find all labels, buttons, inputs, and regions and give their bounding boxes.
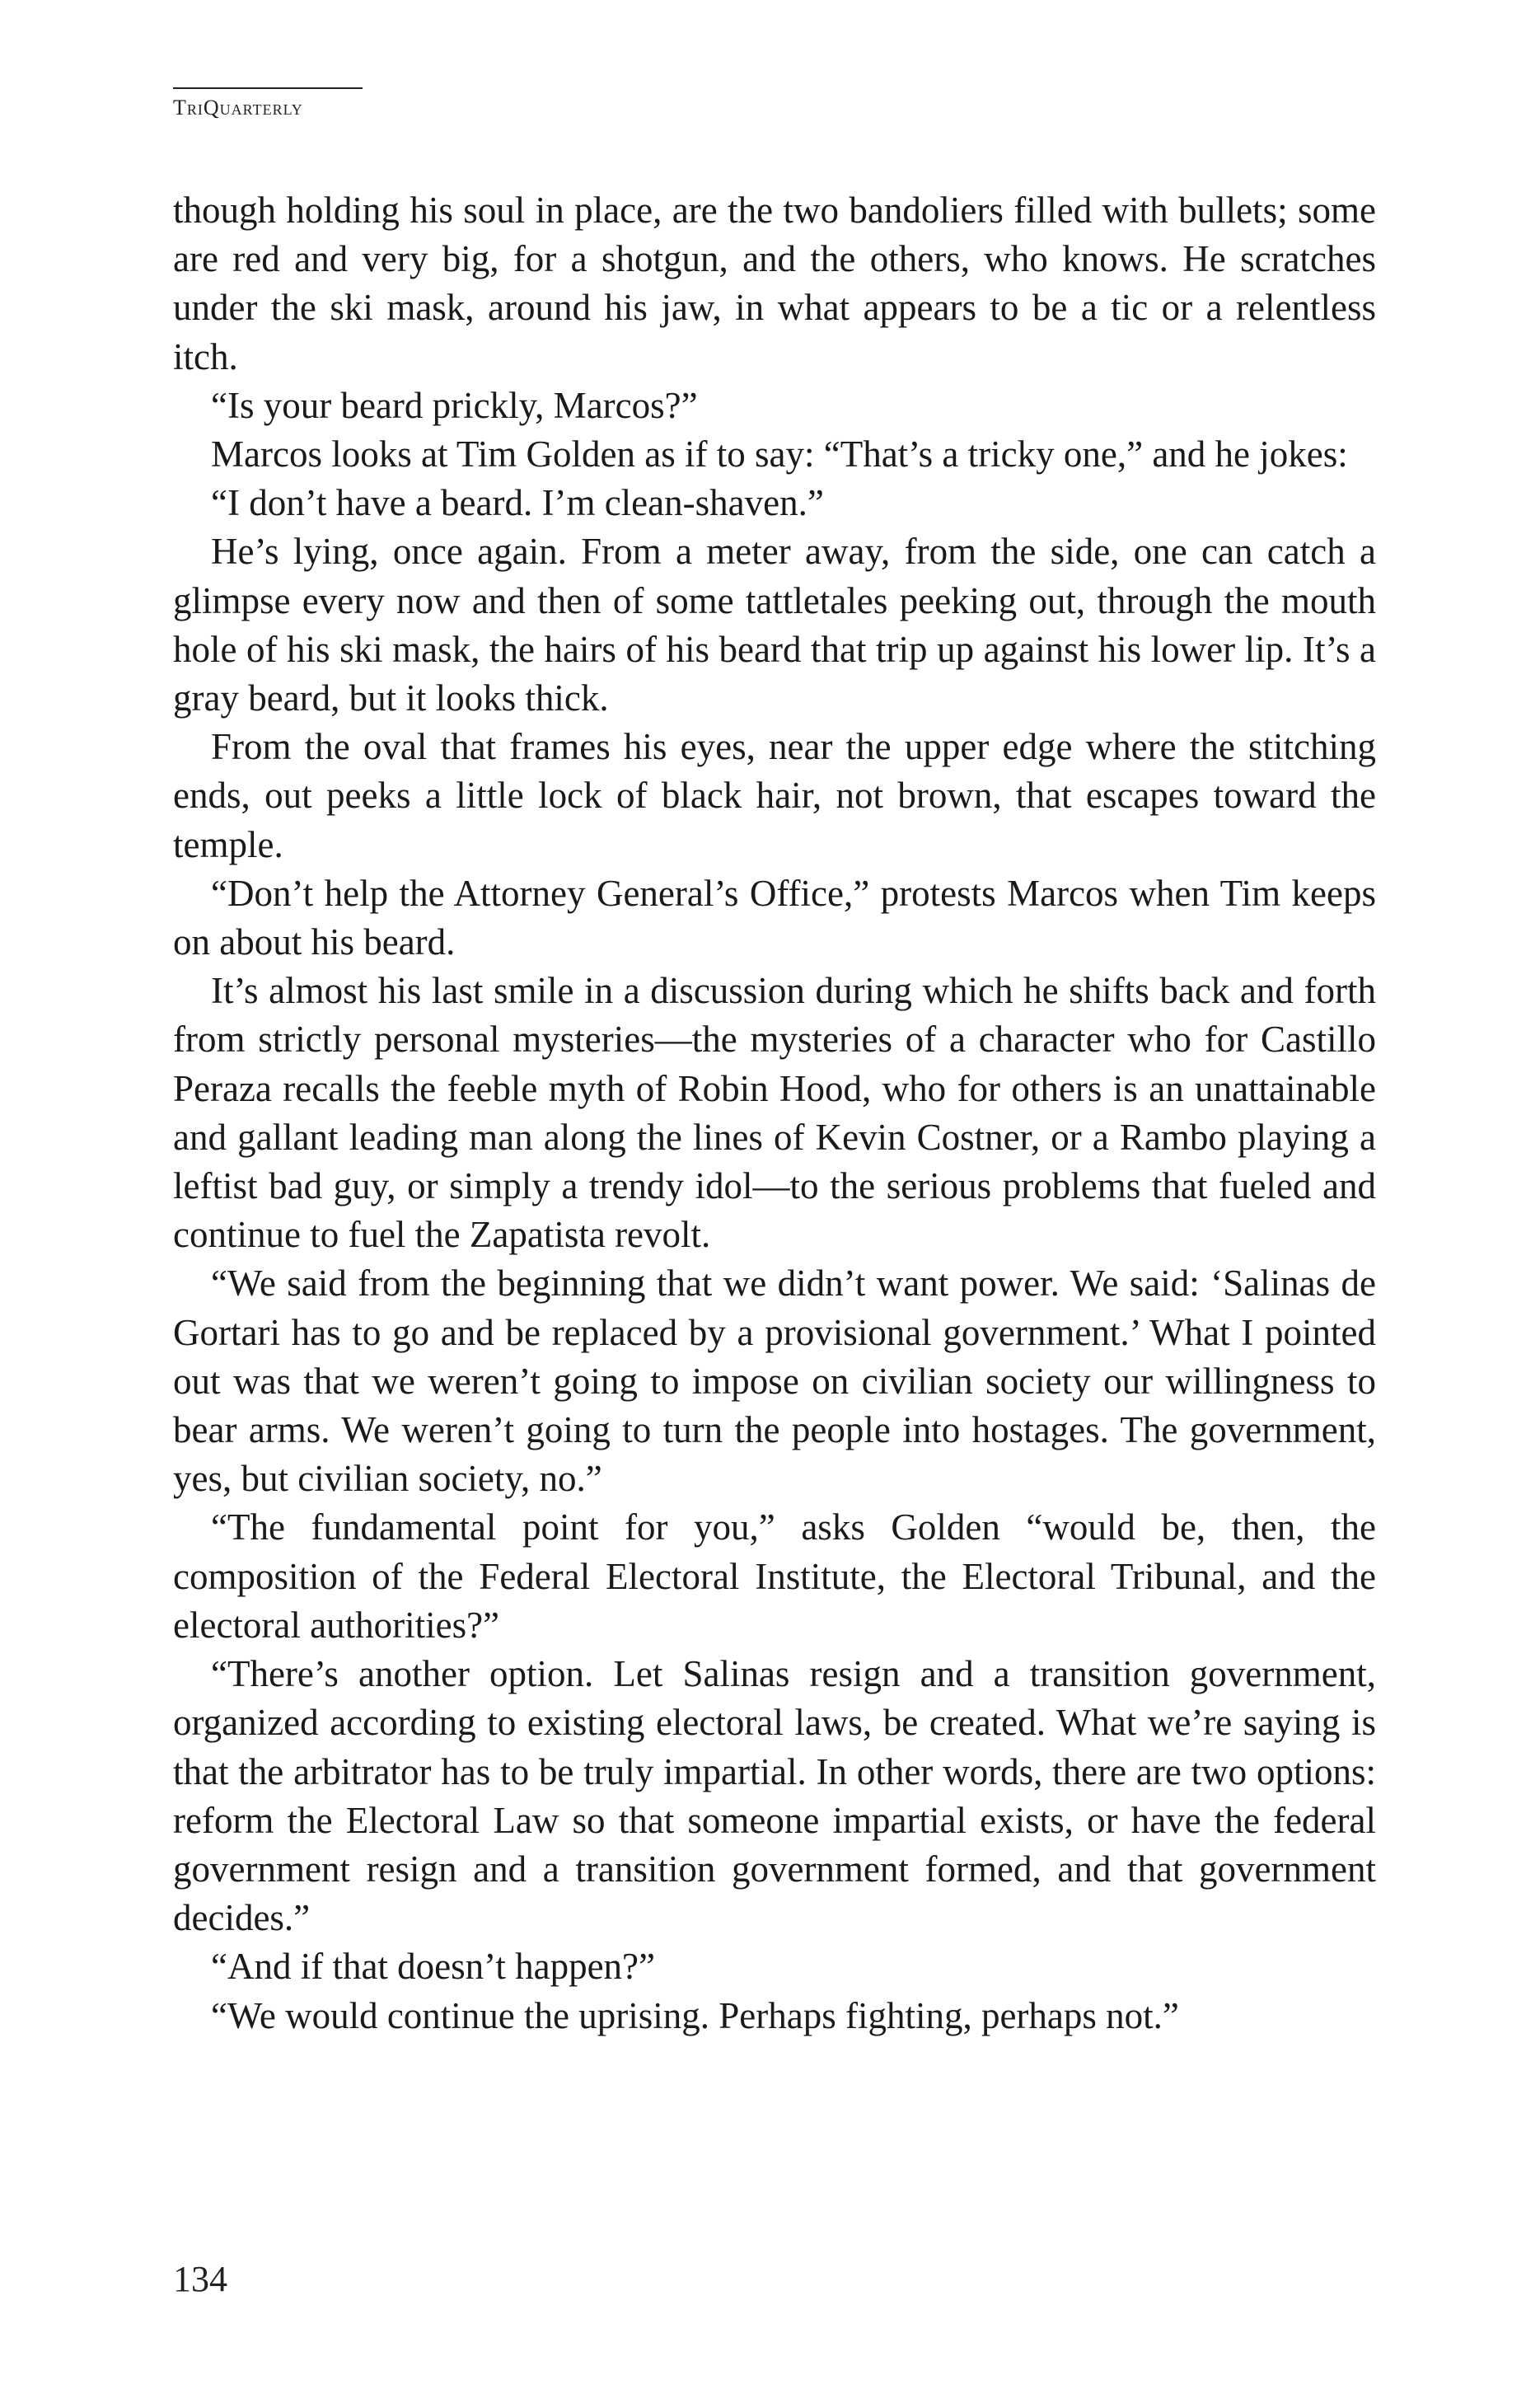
paragraph: “We would continue the uprising. Perhaps fighting, perhaps not.” (211, 1994, 1179, 2036)
paragraph: “The fundamental point for you,” asks Golden “would be, then, the composition of the Federal Electoral Institute, the Electoral Tribunal, and the electoral authorities?” (173, 1506, 1376, 1646)
running-head: TriQuarterly (173, 96, 303, 119)
paragraph: Marcos looks at Tim Golden as if to say: “That’s a tricky one,” and he jokes: (211, 433, 1348, 476)
paragraph: “Is your beard prickly, Marcos?” (211, 384, 698, 426)
paragraph: It’s almost his last smile in a discussion during which he shifts back and forth from strictly personal mysteries—the mysteries of a character who for Castillo Peraza recalls the feeble myth of Robin Hood, who for others is an unattainable and gallant leading man along the lines of Kevin Costner, or a Rambo playing a leftist bad guy, or simply a trendy idol—to the serious problems that fueled and continue to fuel the Zapatista revolt. (173, 970, 1376, 1256)
paragraph: “There’s another option. Let Salinas resign and a transition government, organized according to existing electoral laws, be created. What we’re saying is that the arbitrator has to be truly impartial. In other words, there are two options: reform the Electoral Law so that someone impartial exists, or have the federal government resign and a transition government formed, and that government decides.” (173, 1653, 1376, 1939)
paragraph: He’s lying, once again. From a meter away, from the side, one can catch a glimpse every now and then of some tattletales peeking out, through the mouth hole of his ski mask, the hairs of his beard that trip up against his lower lip. It’s a gray beard, but it looks thick. (173, 531, 1376, 719)
paragraph: From the oval that frames his eyes, near the upper edge where the stitching ends, out peeks a little lock of black hair, not brown, that escapes toward the temple. (173, 726, 1376, 865)
paragraph: “I don’t have a beard. I’m clean-shaven.” (211, 482, 824, 524)
header-rule (173, 87, 363, 89)
body-text (173, 186, 1376, 2040)
paragraph: “We said from the beginning that we didn’t want power. We said: ‘Salinas de Gortari has to go and be replaced by a provisional government.’ What I pointed out was that we weren’t going to impose on civilian society our willingness to bear arms. We weren’t going to turn the people into hostages. The government, yes, but civilian society, no.” (173, 1263, 1376, 1500)
paragraph: “Don’t help the Attorney General’s Office,” protests Marcos when Tim keeps on about his beard. (173, 872, 1376, 963)
page-number: 134 (173, 2259, 227, 2299)
paragraph-continued: though holding his soul in place, are the two bandoliers filled with bullets; some are red and very big, for a shotgun, and the others, who knows. He scratches under the ski mask, around his jaw, in what appears to be a tic or a relentless itch. (173, 190, 1376, 377)
paragraph: “And if that doesn’t happen?” (211, 1946, 655, 1988)
